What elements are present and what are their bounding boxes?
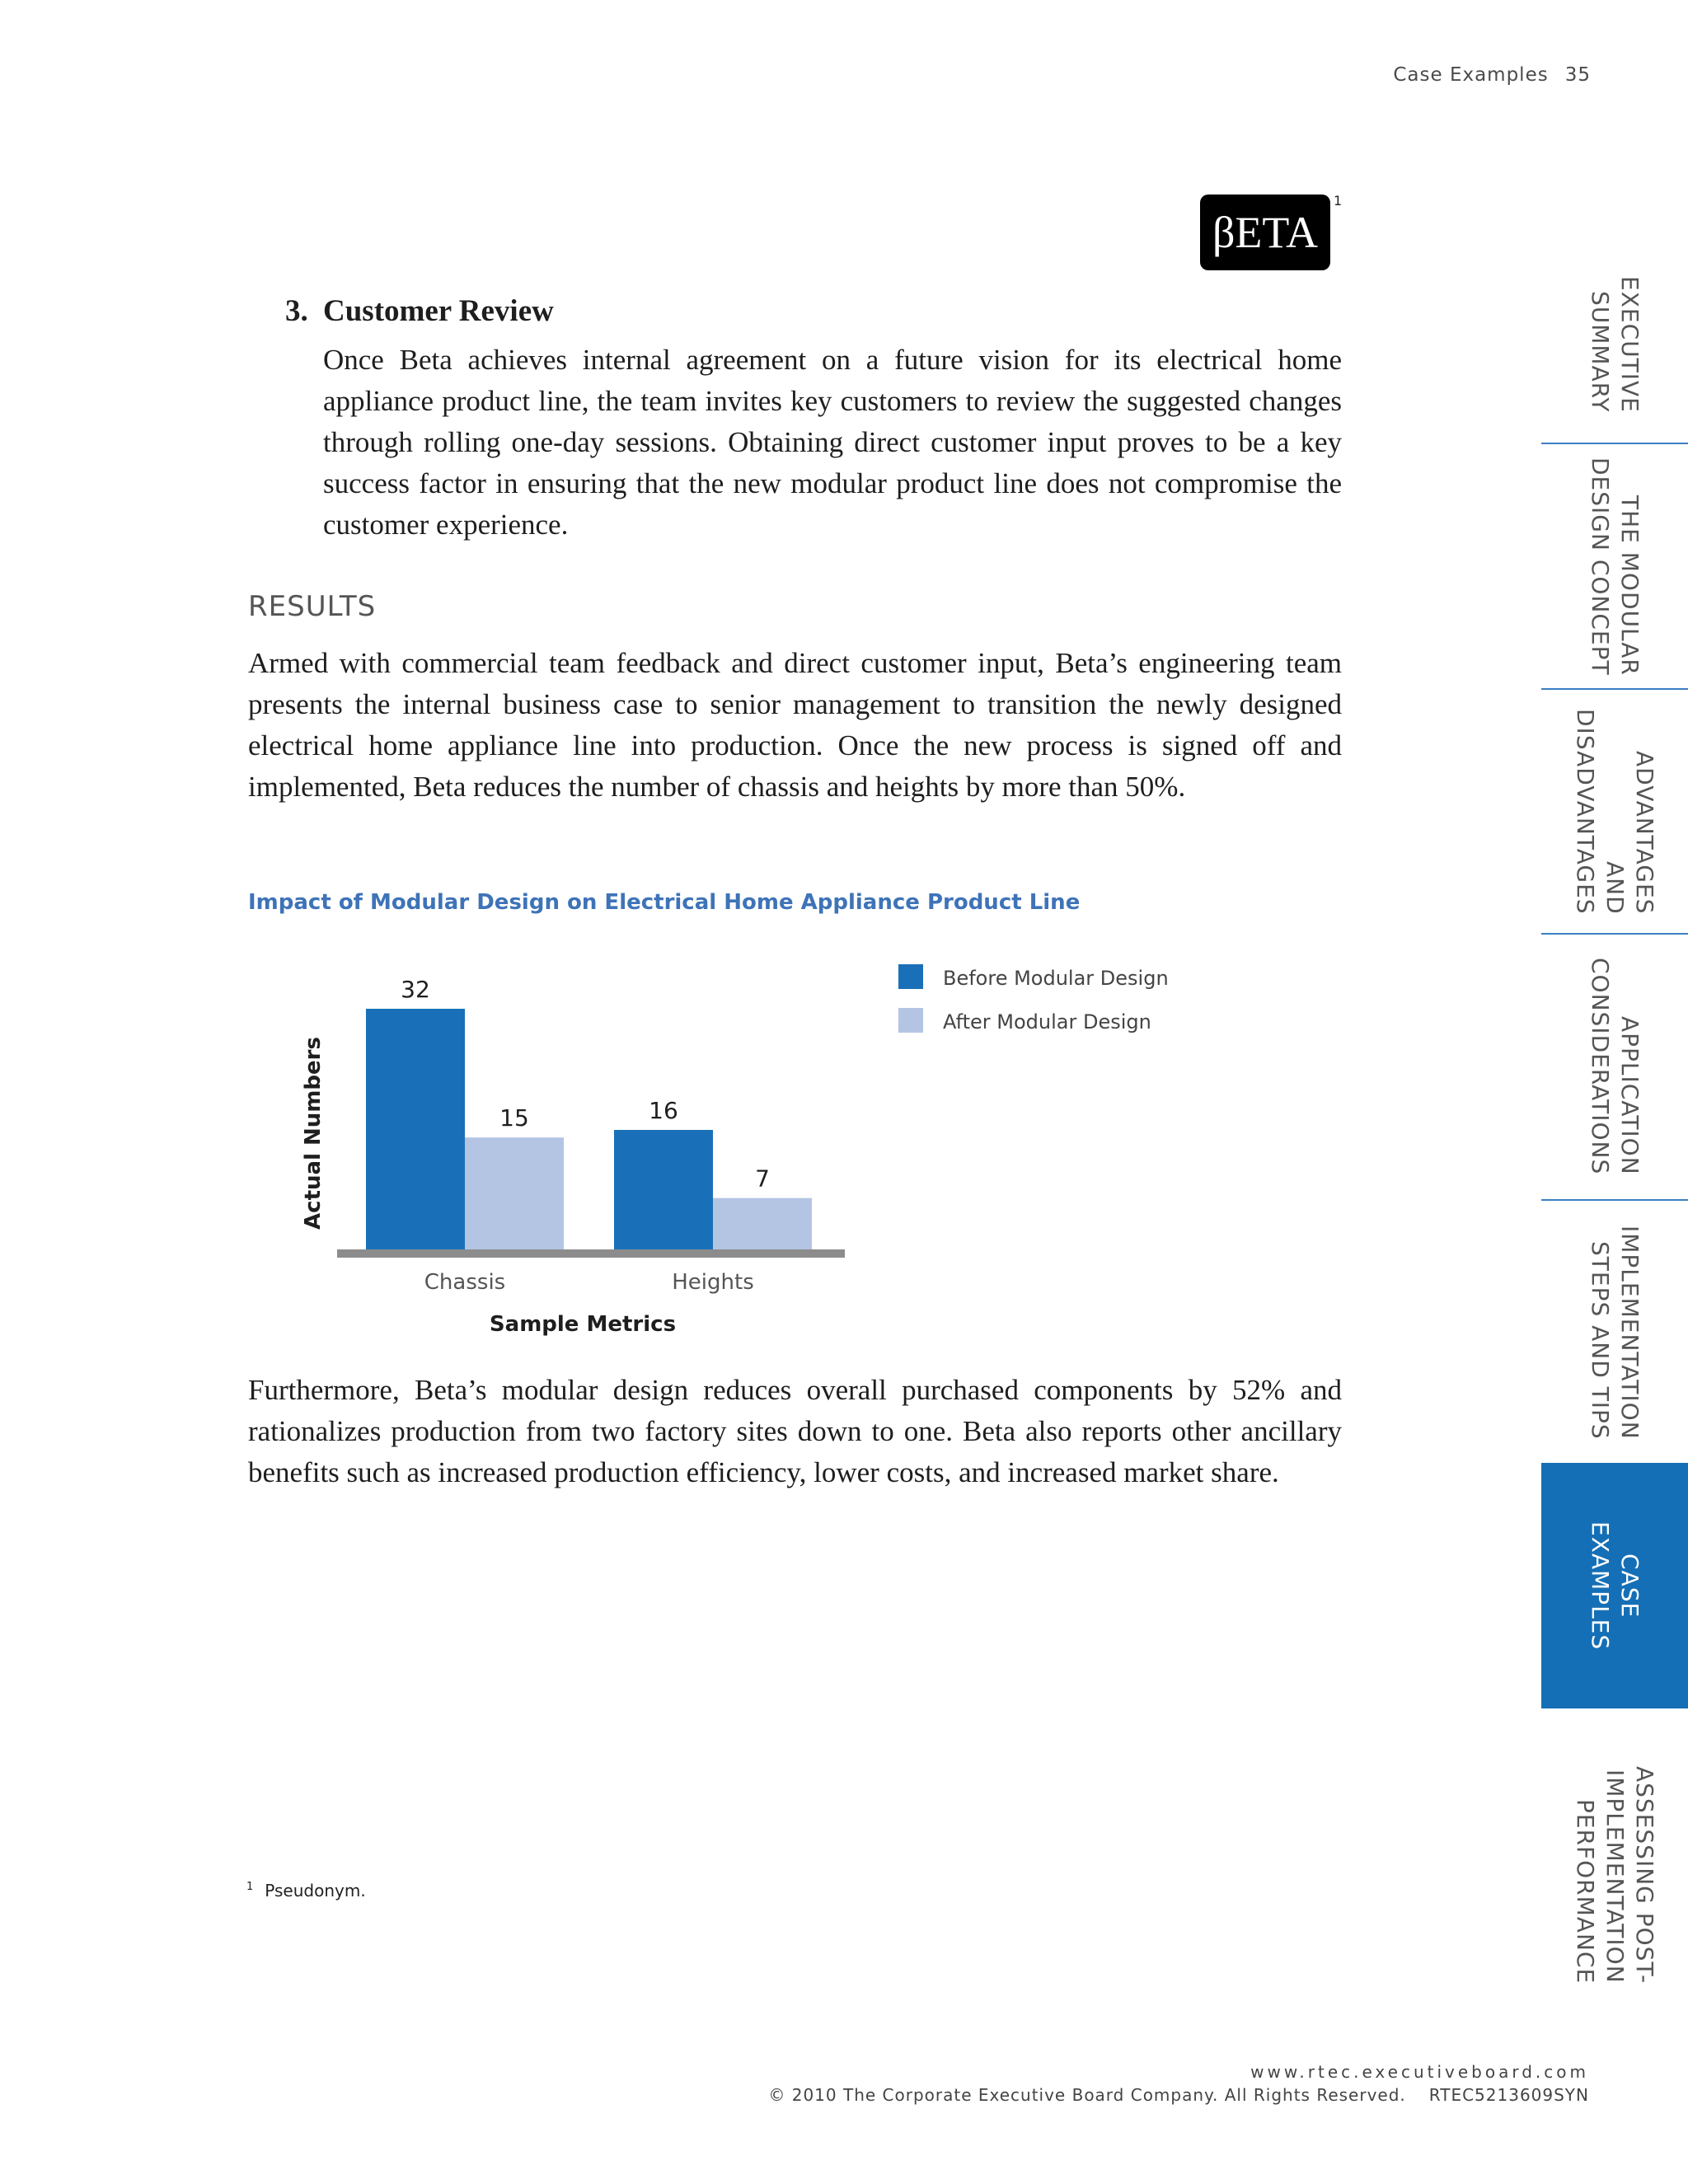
footer-url[interactable]: www.rtec.executiveboard.com xyxy=(1250,2062,1589,2082)
tab-divider xyxy=(1541,688,1688,690)
page-footer xyxy=(725,2060,1589,2107)
data-label: 15 xyxy=(499,1104,529,1132)
bar-heights-before xyxy=(614,1130,713,1251)
tab-label: ADVANTAGES AND DISADVANTAGES xyxy=(1572,709,1658,915)
tab-executive-summary[interactable] xyxy=(1541,247,1688,441)
step-paragraph: Once Beta achieves internal agreement on a future vision for its electrical home appliance product line, the team invites key customers to review the suggested changes through rolling one-day sessions. Obtaining direct customer input proves to be a key success factor in ensuring that the new modular product line does not compromise the customer experience. xyxy=(323,344,1342,541)
data-label: 7 xyxy=(755,1165,770,1193)
section-side-nav xyxy=(1541,0,1688,2184)
tab-divider xyxy=(1541,933,1688,935)
x-tick-label: Chassis xyxy=(424,1270,506,1295)
tab-label: CASE EXAMPLES xyxy=(1587,1521,1643,1651)
tab-label: EXECUTIVE SUMMARY xyxy=(1587,275,1643,413)
tab-divider xyxy=(1541,443,1688,444)
further-paragraph: Furthermore, Beta’s modular design reduces overall purchased components by 52% and rationalizes production from two factory sites down to one. Beta also reports other ancillary benefits such as increased production efficiency, lower costs, and increased market share. xyxy=(248,1374,1342,1488)
legend-label: Before Modular Design xyxy=(943,967,1169,990)
tab-application-considerations[interactable] xyxy=(1541,935,1688,1197)
data-label: 32 xyxy=(401,976,430,1003)
chart-title: Impact of Modular Design on Electrical Home Appliance Product Line xyxy=(248,890,1081,915)
bar-chassis-after xyxy=(465,1137,564,1251)
legend-swatch xyxy=(898,964,923,989)
tab-modular-design-concept[interactable] xyxy=(1541,445,1688,688)
footnote xyxy=(246,1881,366,1900)
bar-heights-after xyxy=(713,1198,812,1251)
footnote-mark: 1 xyxy=(246,1881,254,1893)
x-tick-label: Heights xyxy=(672,1270,754,1295)
tab-label: ASSESSING POST- IMPLEMENTATION PERFORMANCE xyxy=(1572,1765,1658,1985)
tab-advantages-disadvantages[interactable] xyxy=(1541,692,1688,931)
tab-divider xyxy=(1541,1199,1688,1201)
step-number: 3. xyxy=(285,294,308,328)
step-title: Customer Review xyxy=(323,294,554,328)
tab-assessing-performance[interactable] xyxy=(1541,1714,1688,2036)
page-number: 35 xyxy=(1564,64,1591,86)
footnote-text: Pseudonym. xyxy=(265,1881,366,1900)
data-label: 16 xyxy=(649,1097,678,1124)
tab-implementation-steps[interactable] xyxy=(1541,1202,1688,1464)
beta-logo: βETA xyxy=(1200,194,1330,270)
results-heading: RESULTS xyxy=(248,590,377,623)
chart-y-axis-label: Actual Numbers xyxy=(301,1037,326,1230)
logo-footnote-reference: 1 xyxy=(1334,193,1343,209)
chart-x-axis-label: Sample Metrics xyxy=(489,1312,677,1337)
x-axis-line xyxy=(337,1249,845,1258)
legend-swatch xyxy=(898,1008,923,1033)
tab-case-examples[interactable] xyxy=(1541,1463,1688,1708)
running-head-section: Case Examples xyxy=(1393,64,1549,86)
footer-code: RTEC5213609SYN xyxy=(1428,2085,1589,2105)
bar-chassis-before xyxy=(366,1009,465,1251)
tab-label: IMPLEMENTATION STEPS AND TIPS xyxy=(1587,1226,1643,1440)
legend-label: After Modular Design xyxy=(943,1010,1151,1033)
tab-label: APPLICATION CONSIDERATIONS xyxy=(1587,958,1643,1175)
results-paragraph: Armed with commercial team feedback and direct customer input, Beta’s engineering team presents the internal business case to senior management to transition the newly designed electrical home appliance line into production. Once the new process is signed off and implemented, Beta reduces the number of chassis and heights by more than 50%. xyxy=(248,647,1342,803)
footer-copyright: © 2010 The Corporate Executive Board Company. All Rights Reserved. xyxy=(768,2085,1406,2105)
tab-label: THE MODULAR DESIGN CONCEPT xyxy=(1587,457,1643,676)
